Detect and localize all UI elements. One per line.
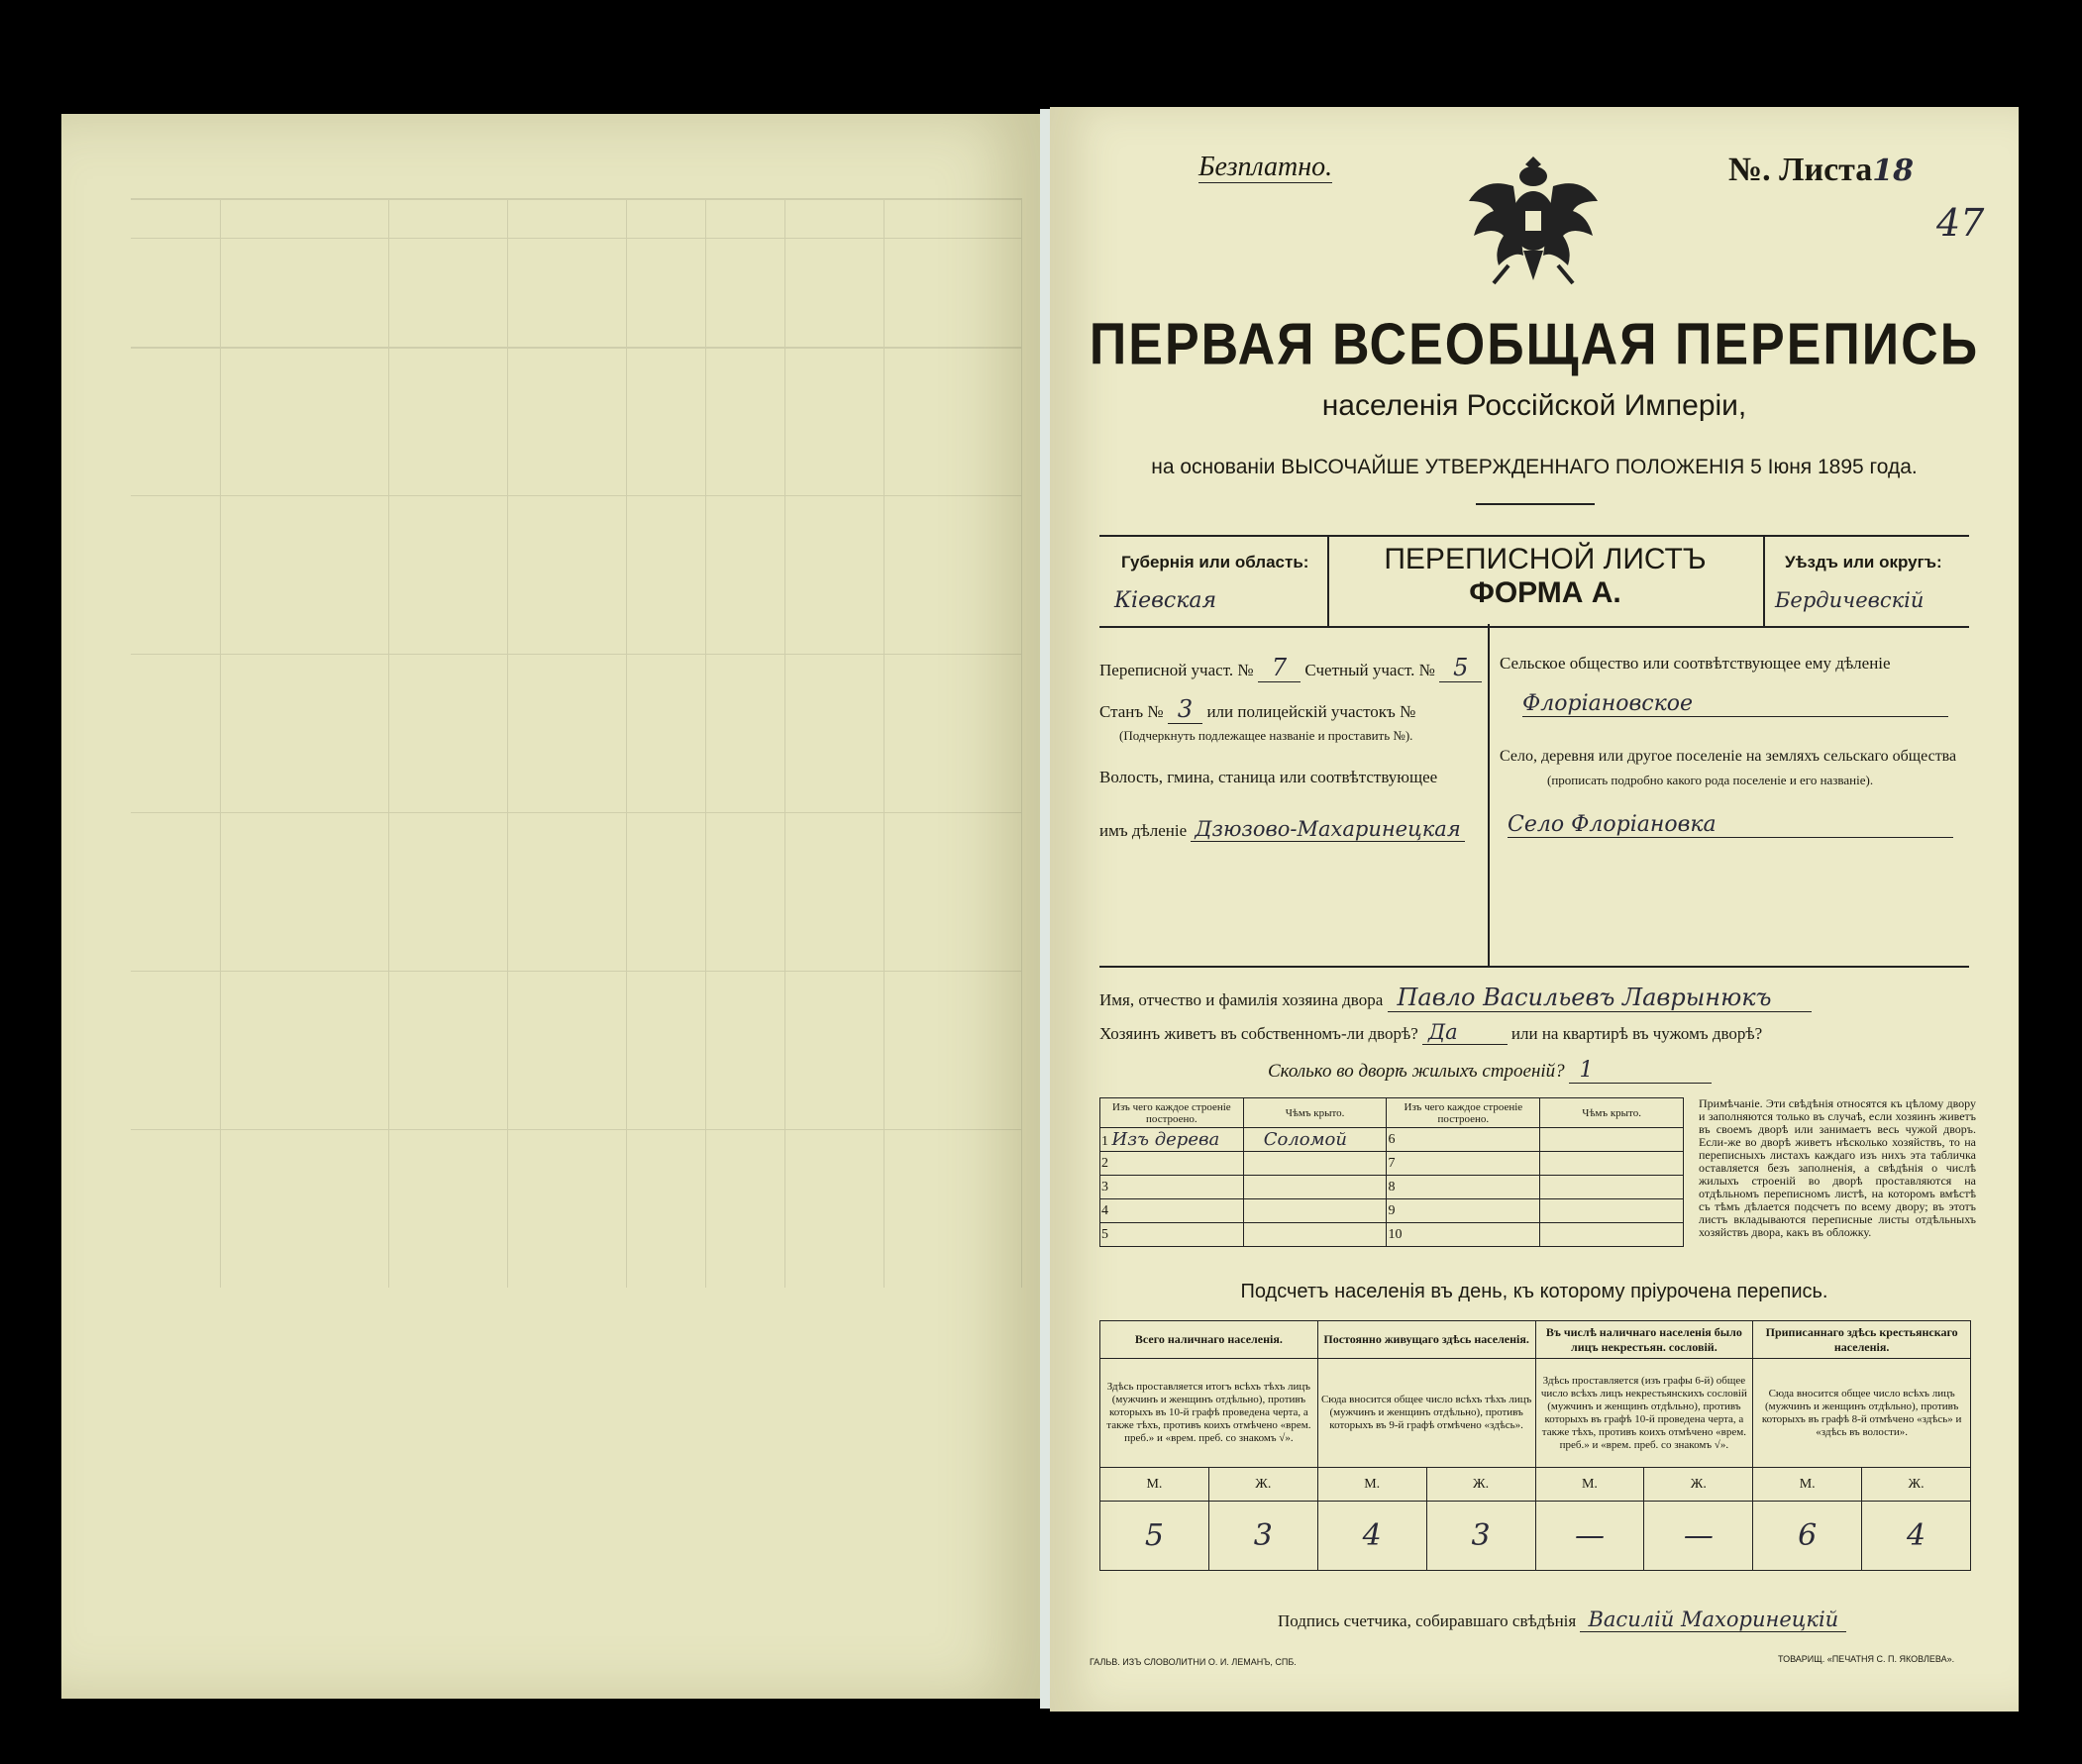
- group-title: Въ числѣ наличнаго населенія было лицъ некрестьян. сословій.: [1535, 1321, 1753, 1359]
- ornament-divider: [1476, 503, 1595, 505]
- group-desc: Сюда вносится общее число всѣхъ лицъ (мужчинъ и женщинъ отдѣльно), противъ которыхъ въ графѣ 8-й отмѣчено «здѣсь» и «здѣсь въ волости».: [1753, 1359, 1971, 1468]
- district-value: Бердичевскій: [1775, 588, 1925, 612]
- owner-residence-line: Хозяинъ живетъ въ собственномъ-ли дворѣ? Да или на квартирѣ въ чужомъ дворѣ?: [1099, 1020, 1763, 1044]
- census-basis: на основаніи ВЫСОЧАЙШЕ УТВЕРЖДЕННАГО ПОЛОЖЕНІЯ 5 Іюня 1895 года.: [1151, 456, 1918, 478]
- signature-line: Подпись счетчика, собиравшаго свѣдѣнія Василій Махоринецкій: [1278, 1608, 1846, 1631]
- imperial-eagle-emblem: [1464, 147, 1603, 295]
- col-material-2: Изъ чего каждое строеніе построено.: [1387, 1098, 1540, 1128]
- col-roof-2: Чѣмъ крыто.: [1540, 1098, 1684, 1128]
- table-row: 1 Изъ дерева Соломой 6: [1100, 1128, 1684, 1152]
- corner-number: 47: [1936, 201, 1985, 245]
- census-subtitle: населенія Россійской Имперіи,: [1321, 389, 1747, 422]
- group-desc: Здѣсь проставляется (изъ графы 6-й) общее число всѣхъ лицъ некрестьянскихъ сословій (мужчинъ и женщинъ отдѣльно), противъ которыхъ въ графѣ 10-й проведена черта, а также тѣхъ, противъ коихъ отмѣчено «врем. преб.» и «врем. преб. со знакомъ √».: [1535, 1359, 1753, 1468]
- volost-line: имъ дѣленіе Дзюзово-Махаринецкая: [1099, 817, 1465, 841]
- village-value: Село Флоріановка: [1508, 812, 1953, 838]
- census-title: ПЕРВАЯ ВСЕОБЩАЯ ПЕРЕПИСЬ: [1089, 311, 1980, 378]
- col-material: Изъ чего каждое строеніе построено.: [1100, 1098, 1244, 1128]
- population-heading: Подсчетъ населенія въ день, къ которому пріурочена перепись.: [1240, 1281, 1828, 1302]
- buildings-table: [1099, 1097, 1684, 1247]
- group-title: Постоянно живущаго здѣсь населенія.: [1317, 1321, 1535, 1359]
- table-row: 4 9: [1100, 1199, 1684, 1223]
- bleed-through-grid: [131, 198, 1022, 1288]
- table-row: 2 7: [1100, 1152, 1684, 1176]
- volost-label: Волость, гмина, станица или соотвѣтствующее: [1099, 768, 1438, 786]
- province-value: Кіевская: [1114, 588, 1217, 613]
- district-label: Уѣздъ или округъ:: [1785, 553, 1942, 571]
- population-values-row: 5 3 4 3 — — 6 4: [1100, 1502, 1971, 1571]
- group-title: Всего наличнаго населенія.: [1100, 1321, 1318, 1359]
- location-right: [1488, 624, 1969, 862]
- census-form-page: [1050, 107, 2019, 1712]
- village-label: Село, деревня или другое поселеніе на земляхъ сельскаго общества: [1500, 748, 1957, 765]
- district-cell: [1763, 537, 1971, 626]
- left-page: [61, 114, 1040, 1699]
- form-title-row: [1099, 535, 1969, 628]
- population-table: Всего наличнаго населенія. Постоянно живущаго здѣсь населенія. Въ числѣ наличнаго населенія было лицъ некрестьян. сословій. Приписаннаго здѣсь крестьянскаго населенія. Здѣсь проставляется итогъ всѣхъ тѣхъ лицъ (мужчинъ и женщинъ отдѣльно), противъ которыхъ въ 10-й графѣ проведена черта, а также тѣхъ, противъ коихъ отмѣчено «врем. преб.» и «врем. преб. со знакомъ √». Сюда вносится общее число всѣхъ тѣхъ лицъ (мужчинъ и женщинъ отдѣльно), противъ которыхъ въ 9-й графѣ отмѣчено «здѣсь». Здѣсь проставляется (изъ графы 6-й) общее число всѣхъ лицъ некрестьянскихъ сословій (мужчинъ и женщинъ отдѣльно), противъ которыхъ въ графѣ 10-й проведена черта, а также тѣхъ, противъ коихъ отмѣчено «врем. преб.» и «врем. преб. со знакомъ √». Сюда вносится общее число всѣхъ лицъ (мужчинъ и женщинъ отдѣльно), противъ которыхъ въ графѣ 8-й отмѣчено «здѣсь» и «здѣсь въ волости». М. Ж. М. Ж. М. Ж. М. Ж. 5 3 4 3 — — 6 4: [1099, 1320, 1971, 1571]
- group-desc: Здѣсь проставляется итогъ всѣхъ тѣхъ лицъ (мужчинъ и женщинъ отдѣльно), противъ которыхъ въ 10-й графѣ проведена черта, а также тѣхъ, противъ коихъ отмѣчено «врем. преб.» и «врем. преб. со знакомъ √».: [1100, 1359, 1318, 1468]
- form-title: ПЕРЕПИСНОЙ ЛИСТЪ: [1384, 543, 1707, 575]
- col-roof: Чѣмъ крыто.: [1243, 1098, 1387, 1128]
- owner-name-line: Имя, отчество и фамилія хозяина двора Павло Васильевъ Лаврынюкъ: [1099, 984, 1812, 1011]
- location-left: [1099, 624, 1490, 966]
- form-subtitle: ФОРМА А.: [1469, 576, 1621, 609]
- table-row: 5 10: [1100, 1223, 1684, 1247]
- table-row: 3 8: [1100, 1176, 1684, 1199]
- sheet-number: №. Листа18: [1728, 152, 1915, 188]
- buildings-note: Примѣчаніе. Эти свѣдѣнія относятся къ цѣлому двору и заполняются только въ случаѣ, если хозяинъ живетъ въ своемъ дворѣ или занимаетъ весь чужой дворъ. Если-же во дворѣ живетъ нѣсколько хозяйствъ, то на переписныхъ листахъ каждаго изъ нихъ эта табличка оставляется безъ заполненія, а свѣдѣнія о числѣ жилыхъ строеній во дворѣ проставляются на отдѣльномъ переписномъ листѣ, на которомъ вмѣстѣ съ тѣмъ дѣлается подсчетъ по всему двору; въ этотъ листъ вкладываются переписные листы отдѣльныхъ хозяйствъ двора, какъ въ обложку.: [1699, 1096, 1976, 1239]
- society-value: Флоріановское: [1522, 691, 1948, 717]
- village-note: (прописать подробно какого рода поселеніе и его названіе).: [1547, 773, 1874, 787]
- province-cell: [1099, 537, 1329, 626]
- census-area-line: Переписной участ. № 7 Счетный участ. № 5: [1099, 654, 1482, 681]
- province-label: Губернія или область:: [1121, 553, 1309, 571]
- society-label: Сельское общество или соотвѣтствующее ему дѣленіе: [1500, 654, 1891, 673]
- stan-line: Станъ № 3 или полицейскій участокъ №: [1099, 695, 1416, 723]
- group-title: Приписаннаго здѣсь крестьянскаго населенія.: [1753, 1321, 1971, 1359]
- free-label: Безплатно.: [1198, 152, 1333, 182]
- buildings-count-line: Сколько во дворѣ жилыхъ строеній? 1: [1268, 1058, 1712, 1083]
- group-desc: Сюда вносится общее число всѣхъ тѣхъ лицъ (мужчинъ и женщинъ отдѣльно), противъ которыхъ въ 9-й графѣ отмѣчено «здѣсь».: [1317, 1359, 1535, 1468]
- printer-right: ТОВАРИЩ. «ПЕЧАТНЯ С. П. ЯКОВЛЕВА».: [1778, 1654, 1955, 1664]
- location-block: [1099, 624, 1969, 968]
- stan-note: (Подчеркнуть подлежащее названіе и проставить №).: [1119, 728, 1413, 743]
- printer-left: ГАЛЬВ. ИЗЪ СЛОВОЛИТНИ О. И. ЛЕМАНЪ, СПБ.: [1090, 1657, 1297, 1667]
- form-name-cell: [1327, 537, 1763, 626]
